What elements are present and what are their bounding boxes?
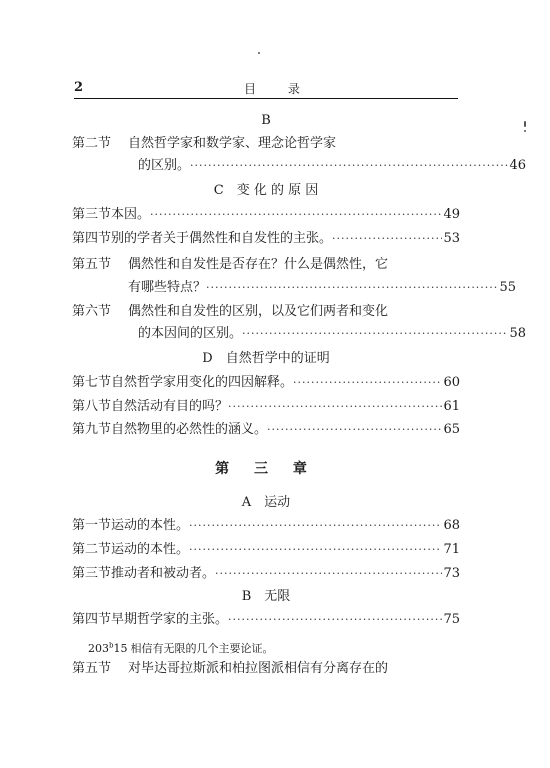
toc-entry-label: 第五节 (72, 257, 112, 272)
toc-entry-title: 偶然性和自发性是否存在？什么是偶然性，它 (128, 257, 389, 272)
toc-entry-title-cont: 的区别。 (138, 158, 191, 173)
section-heading-b: B (261, 113, 271, 128)
leader-dots (150, 206, 442, 224)
running-title: 目 录 (244, 82, 314, 96)
toc-entry-title: 自然物里的必然性的涵义。 (111, 422, 268, 437)
toc-entry-label: 第四节 (72, 612, 112, 627)
marginal-note (88, 637, 458, 657)
toc-entry-title: 早期哲学家的主张。 (111, 612, 229, 627)
toc-entry-title: 对毕达哥拉斯派和柏拉图派相信有分离存在的 (128, 661, 389, 676)
toc-entry-5-line1 (72, 256, 460, 274)
toc-entry-title: 推动者和被动者。 (111, 566, 216, 581)
leader-dots (215, 565, 442, 583)
toc-entry-5-line2 (72, 279, 516, 297)
toc-entry-2-line1 (72, 135, 460, 153)
toc-page-number: 71 (443, 542, 460, 557)
page-number: 2 (74, 80, 84, 95)
toc-entry-label: 第四节 (72, 231, 112, 246)
leader-dots (189, 517, 442, 535)
toc-entry-title: 运动的本性。 (111, 518, 190, 533)
toc-entry-label: 第八节 (72, 399, 112, 414)
toc-entry-label: 第二节 (72, 136, 112, 151)
toc-entry-title: 自然哲学家用变化的四因解释。 (111, 375, 294, 390)
toc-entry-title-cont: 的本因间的区别。 (138, 326, 243, 341)
toc-page-number: 55 (499, 280, 516, 295)
toc-page-number: 53 (443, 231, 460, 246)
toc-entry-6-line2 (72, 325, 526, 343)
section-heading-b2: B 无限 (241, 589, 291, 604)
scan-speck (524, 121, 526, 127)
scan-speck (524, 130, 526, 132)
toc-entry-2-line2 (72, 157, 526, 175)
toc-entry-title: 偶然性和自发性的区别，以及它们两者和变化 (128, 304, 389, 319)
toc-entry-title-cont: 有哪些特点？ (128, 280, 207, 295)
toc-entry-ch3-5 (72, 660, 460, 678)
leader-dots (332, 230, 442, 248)
toc-entry-8 (72, 398, 460, 416)
toc-entry-label: 第九节 (72, 422, 112, 437)
scan-speck (258, 52, 260, 54)
toc-entry-title: 运动的本性。 (111, 542, 190, 557)
leader-dots (190, 157, 508, 175)
chapter-heading: 第 三 章 (215, 461, 317, 477)
section-heading-a: A 运动 (241, 495, 291, 510)
toc-entry-label: 第一节 (72, 518, 112, 533)
toc-page-number: 65 (443, 422, 460, 437)
toc-entry-7 (72, 374, 460, 392)
leader-dots (242, 325, 508, 343)
note-ref: 203$^b$15 (88, 641, 128, 655)
toc-entry-label: 第五节 (72, 661, 112, 676)
toc-entry-4 (72, 230, 460, 248)
toc-entry-label: 第二节 (72, 542, 112, 557)
toc-entry-title: 别的学者关于偶然性和自发性的主张。 (111, 231, 333, 246)
leader-dots (228, 398, 442, 416)
leader-dots (189, 541, 442, 559)
toc-page-number: 68 (443, 518, 460, 533)
toc-entry-ch3-1 (72, 517, 460, 535)
toc-page-number: 73 (443, 566, 460, 581)
toc-entry-title: 本因。 (111, 207, 151, 222)
toc-entry-label: 第七节 (72, 375, 112, 390)
leader-dots (267, 421, 442, 439)
toc-entry-ch3-2 (72, 541, 460, 559)
toc-page-number: 75 (443, 612, 460, 627)
toc-entry-label: 第三节 (72, 566, 112, 581)
toc-entry-9 (72, 421, 460, 439)
toc-page-number: 46 (509, 158, 526, 173)
note-text: 相信有无限的几个主要论证。 (130, 641, 274, 655)
toc-entry-label: 第三节 (72, 207, 112, 222)
toc-entry-6-line1 (72, 303, 460, 321)
leader-dots (206, 279, 498, 297)
toc-entry-title: 自然哲学家和数学家、理念论哲学家 (128, 136, 337, 151)
toc-entry-label: 第六节 (72, 304, 112, 319)
toc-page-number: 61 (443, 399, 460, 414)
section-heading-d: D 自然哲学中的证明 (202, 351, 330, 366)
toc-entry-title: 自然活动有目的吗？ (111, 399, 229, 414)
toc-entry-3 (72, 206, 460, 224)
toc-entry-ch3-3 (72, 565, 460, 583)
section-heading-c: C 变 化 的 原 因 (213, 183, 319, 198)
toc-page-number: 49 (443, 207, 460, 222)
toc-page-number: 60 (443, 375, 460, 390)
toc-page-number: 58 (509, 326, 526, 341)
leader-dots (228, 611, 442, 629)
toc-entry-ch3-4 (72, 611, 460, 629)
leader-dots (293, 374, 442, 392)
